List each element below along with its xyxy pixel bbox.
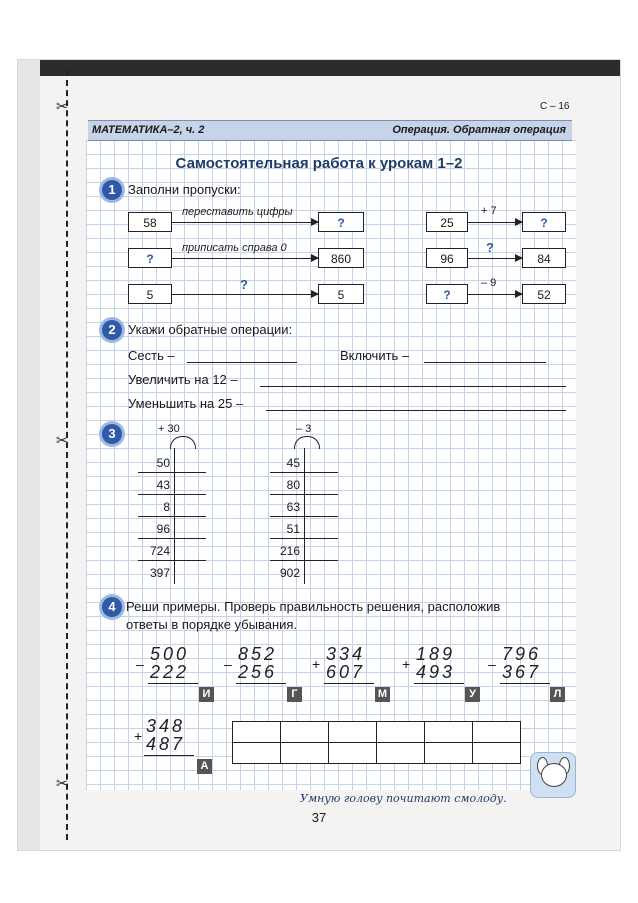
answer-cell[interactable] [233, 722, 281, 743]
task1-right-out[interactable]: ? [522, 212, 566, 232]
operand-bottom: 222 [150, 662, 190, 682]
operation-sign: – [488, 656, 496, 672]
cut-line [66, 70, 68, 840]
table-value: 397 [149, 566, 170, 580]
operand-top: 348 [146, 716, 186, 736]
answer-line[interactable] [266, 410, 566, 411]
table-value: 43 [156, 478, 170, 492]
task1-right-out[interactable]: 52 [522, 284, 566, 304]
task1-left-label: ? [240, 277, 248, 292]
answer-table-row [233, 743, 521, 764]
scissors-icon: ✂ [56, 98, 68, 114]
table-value: 63 [286, 500, 300, 514]
sum-line [236, 683, 286, 684]
answer-letter: А [197, 759, 212, 774]
motto: Умную голову почитают смолоду. [300, 792, 507, 805]
answer-letter: Г [287, 687, 302, 702]
arrow [172, 294, 318, 295]
answer-cell[interactable] [425, 722, 473, 743]
answer-cell[interactable] [377, 743, 425, 764]
task1-right-label: – 9 [481, 277, 497, 289]
inverse-item: Сесть – [128, 348, 175, 363]
scan-top-edge [18, 60, 620, 76]
table-row-line [138, 560, 206, 561]
operand-bottom: 493 [416, 662, 456, 682]
table-row-line [138, 516, 206, 517]
answer-table [232, 721, 521, 764]
operand-bottom: 607 [326, 662, 366, 682]
table-row-line [138, 494, 206, 495]
task1-right-in[interactable]: ? [426, 284, 468, 304]
answer-cell[interactable] [329, 722, 377, 743]
table-value: 8 [163, 500, 170, 514]
operation-sign: + [402, 656, 411, 672]
answer-letter: Л [550, 687, 565, 702]
answer-cell[interactable] [281, 743, 329, 764]
task1-right-out[interactable]: 84 [522, 248, 566, 268]
task1-right-label: + 7 [481, 205, 497, 217]
scan-left-edge [18, 60, 40, 850]
answer-cell[interactable] [377, 722, 425, 743]
table-value: 216 [279, 544, 300, 558]
operation-sign: + [134, 728, 143, 744]
table-row-line [138, 538, 206, 539]
task1-left-out[interactable]: 5 [318, 284, 364, 304]
operand-bottom: 256 [238, 662, 278, 682]
operand-top: 796 [502, 644, 542, 664]
task1-left-in[interactable]: 58 [128, 212, 172, 232]
operation-sign: + [312, 656, 321, 672]
answer-line[interactable] [187, 362, 297, 363]
inverse-item: Включить – [340, 348, 410, 363]
table-value: 51 [286, 522, 300, 536]
scissors-icon: ✂ [56, 432, 68, 448]
task1-left-in[interactable]: ? [128, 248, 172, 268]
dog-face [541, 763, 567, 787]
operand-bottom: 367 [502, 662, 542, 682]
operand-top: 852 [238, 644, 278, 664]
dog-mascot-icon [530, 752, 576, 798]
table-operation: – 3 [296, 423, 312, 435]
operand-top: 334 [326, 644, 366, 664]
table-value: 724 [149, 544, 170, 558]
answer-letter: И [199, 687, 214, 702]
answer-cell[interactable] [473, 743, 521, 764]
table-value: 45 [286, 456, 300, 470]
table-row-line [270, 494, 338, 495]
arrow [468, 258, 522, 259]
arrow [172, 258, 318, 259]
task1-right-in[interactable]: 96 [426, 248, 468, 268]
inverse-item: Увеличить на 12 – [128, 372, 238, 387]
inverse-item: Уменьшить на 25 – [128, 396, 244, 411]
operand-top: 189 [416, 644, 456, 664]
table-operation: + 30 [158, 423, 180, 435]
scissors-icon: ✂ [56, 775, 68, 791]
table-row-line [138, 472, 206, 473]
task1-left-out[interactable]: ? [318, 212, 364, 232]
task-number-badge: 1 [102, 180, 122, 200]
sum-line [414, 683, 464, 684]
task1-left-in[interactable]: 5 [128, 284, 172, 304]
topic-label: Операция. Обратная операция [392, 124, 566, 136]
arrow [468, 222, 522, 223]
operand-bottom: 487 [146, 734, 186, 754]
task1-right-label: ? [486, 240, 494, 255]
sum-line [500, 683, 550, 684]
table-row-line [270, 560, 338, 561]
arrow [468, 294, 522, 295]
answer-cell[interactable] [425, 743, 473, 764]
task4-instruction: ответы в порядке убывания. [126, 617, 298, 632]
task-number-badge: 4 [102, 597, 122, 617]
page-number: 37 [311, 810, 327, 825]
task-number-badge: 3 [102, 424, 122, 444]
header-bar [88, 120, 572, 141]
operation-sign: – [136, 656, 144, 672]
subject-label: МАТЕМАТИКА–2, ч. 2 [92, 124, 205, 136]
answer-letter: М [375, 687, 390, 702]
table-value: 50 [156, 456, 170, 470]
answer-cell[interactable] [329, 743, 377, 764]
table-row-line [270, 516, 338, 517]
answer-line[interactable] [260, 386, 566, 387]
sum-line [148, 683, 198, 684]
answer-cell[interactable] [281, 722, 329, 743]
table-value: 80 [286, 478, 300, 492]
answer-letter: У [465, 687, 480, 702]
answer-line[interactable] [424, 362, 546, 363]
page-title: Самостоятельная работа к урокам 1–2 [175, 155, 463, 172]
sum-line [144, 755, 194, 756]
table-row-line [270, 538, 338, 539]
task1-left-label: переставить цифры [182, 206, 293, 218]
task1-right-in[interactable]: 25 [426, 212, 468, 232]
arrow [172, 222, 318, 223]
answer-table-row [233, 722, 521, 743]
table-value: 96 [156, 522, 170, 536]
task1-instruction: Заполни пропуски: [128, 182, 241, 197]
table-value: 902 [279, 566, 300, 580]
table-row-line [270, 472, 338, 473]
page-code: С – 16 [540, 101, 570, 112]
answer-cell[interactable] [473, 722, 521, 743]
task2-instruction: Укажи обратные операции: [128, 322, 293, 337]
task1-left-label: приписать справа 0 [182, 242, 287, 254]
task1-left-out[interactable]: 860 [318, 248, 364, 268]
operation-sign: – [224, 656, 232, 672]
task-number-badge: 2 [102, 320, 122, 340]
operand-top: 500 [150, 644, 190, 664]
task4-instruction: Реши примеры. Проверь правильность решения, расположив [126, 599, 501, 614]
sum-line [324, 683, 374, 684]
answer-cell[interactable] [233, 743, 281, 764]
